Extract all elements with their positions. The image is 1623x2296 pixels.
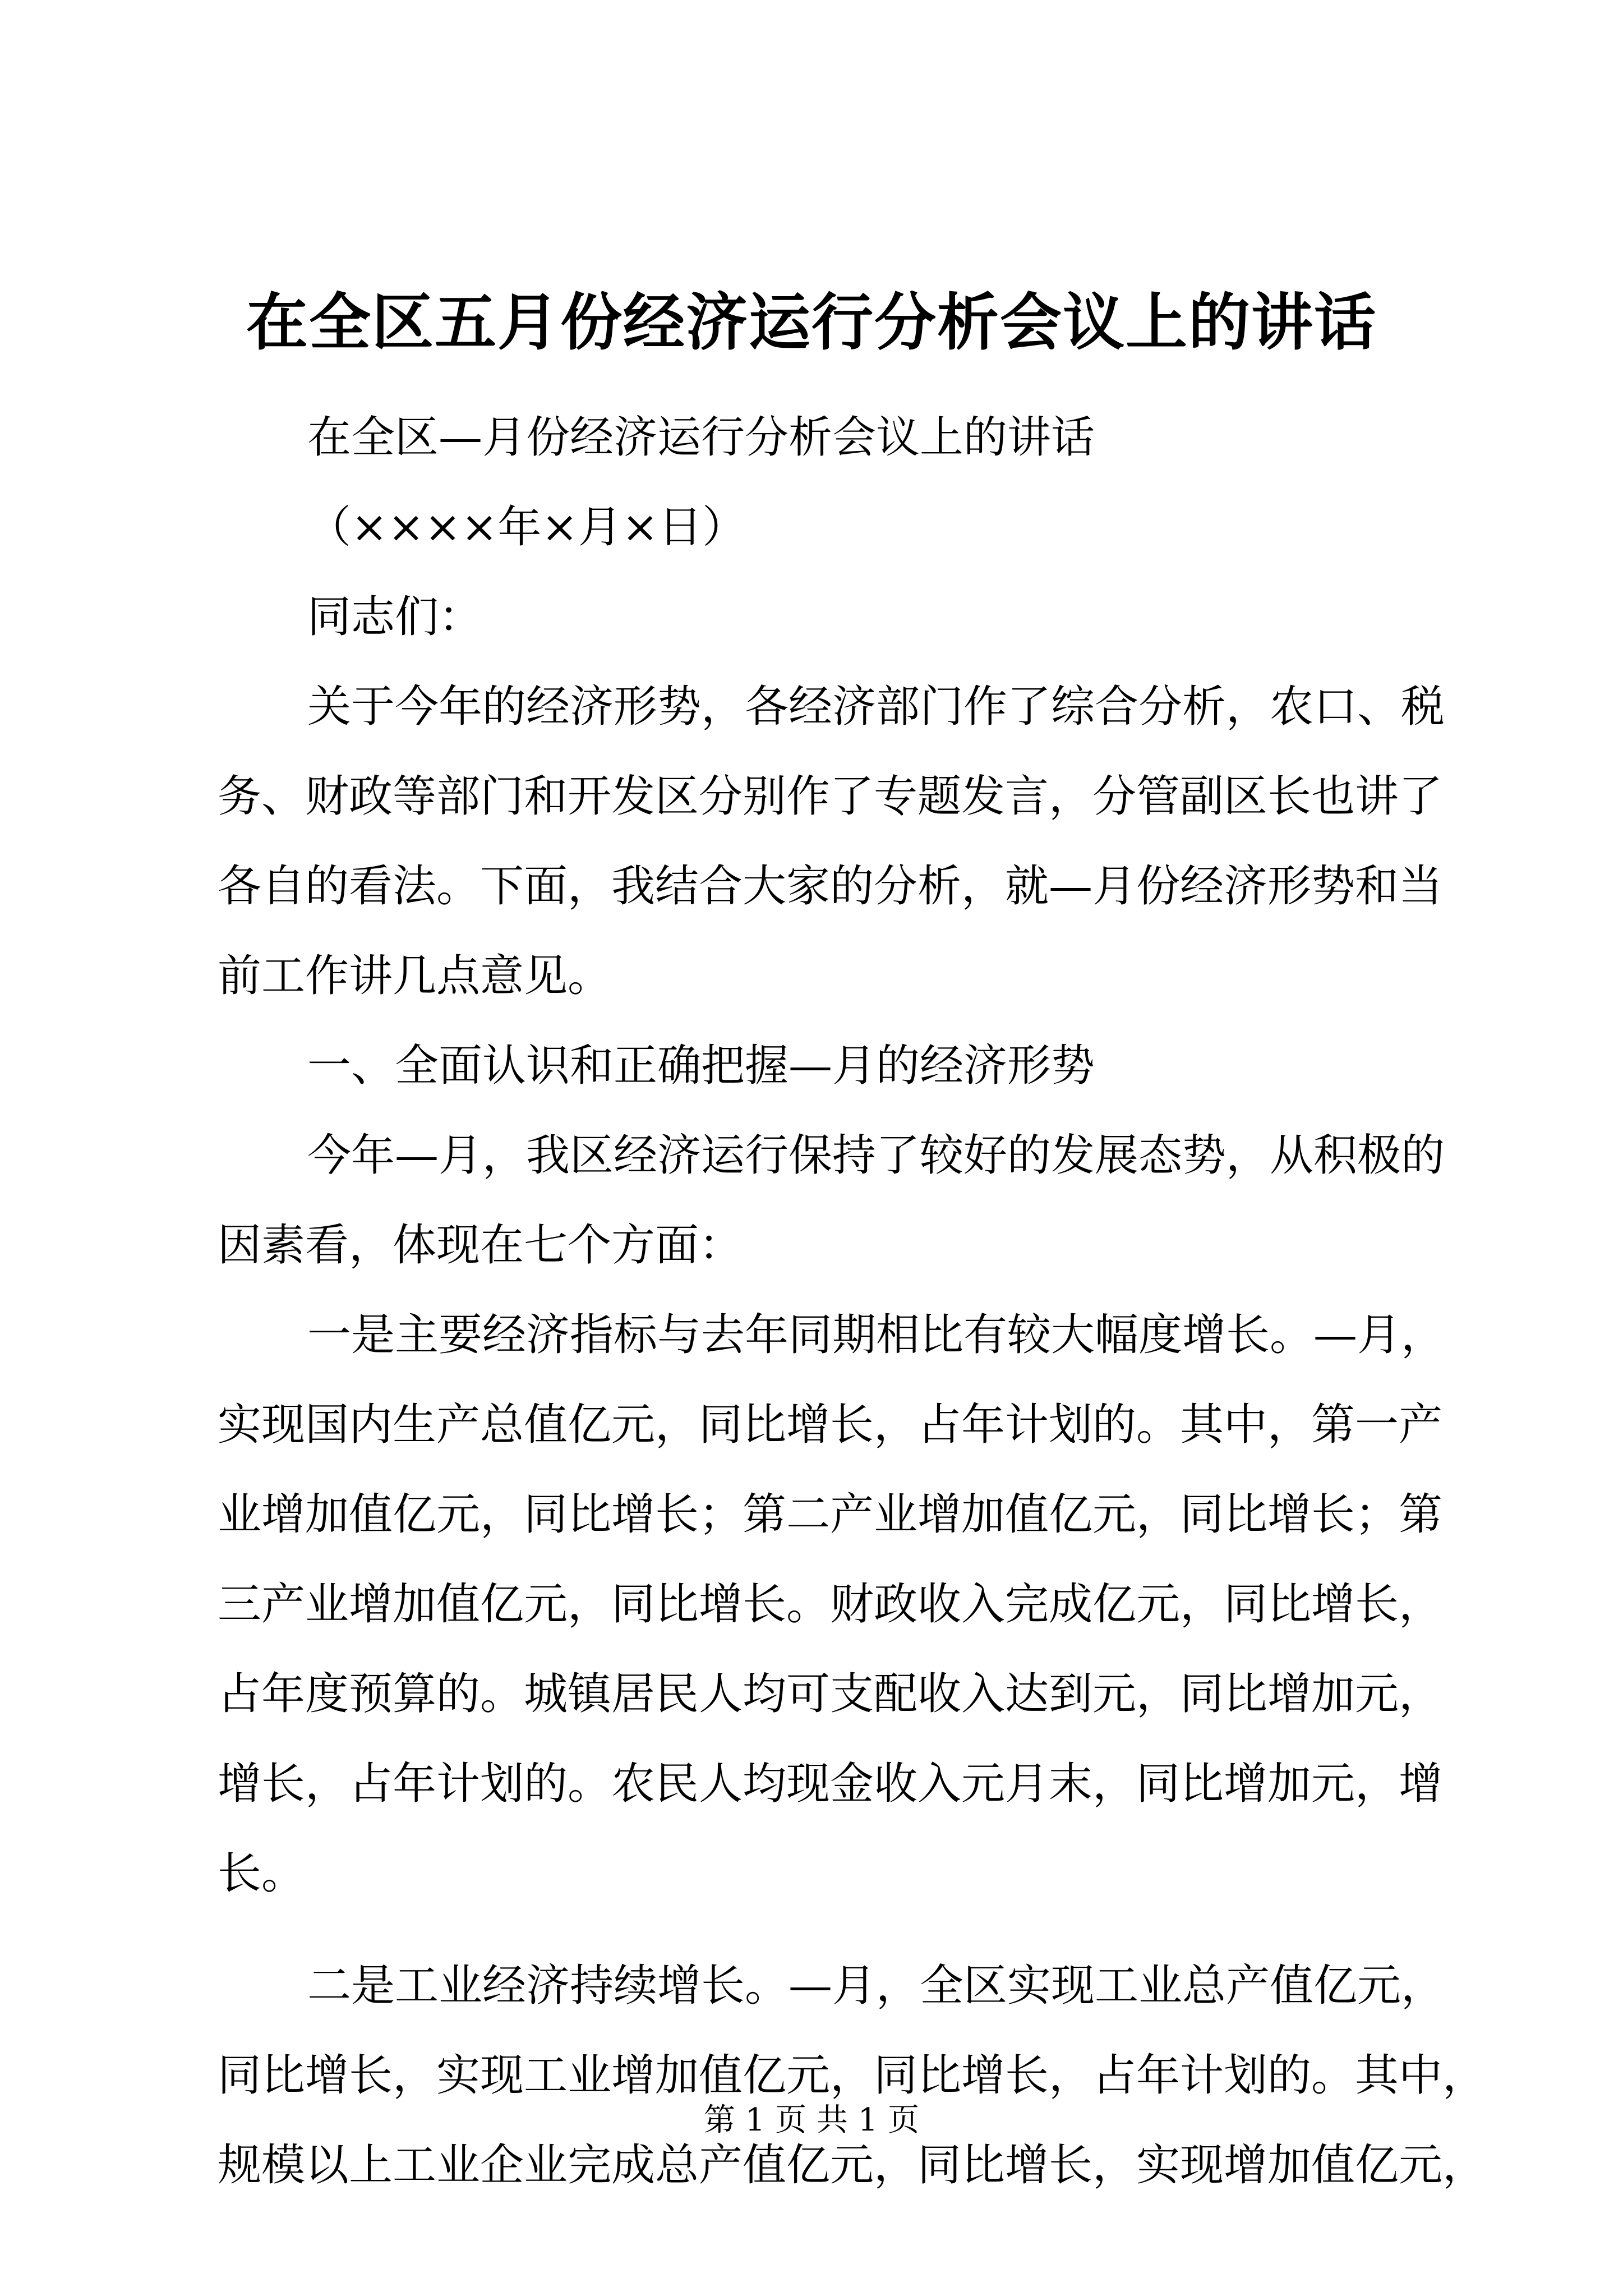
text-line: 一是主要经济指标与去年同期相比有较大幅度增长。—月， [307,1310,1445,1360]
text-line: 同比增长，实现工业增加值亿元，同比增长，占年计划的。其中， [218,2050,1487,2101]
document-title: 在全区五月份经济运行分析会议上的讲话 [246,286,1377,358]
text-line: 因素看，体现在七个方面： [218,1220,743,1271]
text-line: （××××年×月×日） [307,502,746,553]
text-line: 实现国内生产总值亿元，同比增长，占年计划的。其中，第一产 [218,1400,1443,1450]
text-line: 一、全面认识和正确把握—月的经济形势 [307,1041,1095,1091]
text-line: 二是工业经济持续增长。—月，全区实现工业总产值亿元， [307,1961,1445,2011]
text-line: 务、财政等部门和开发区分别作了专题发言，分管副区长也讲了 [218,771,1443,822]
text-line: 今年—月，我区经济运行保持了较好的发展态势，从积极的 [307,1130,1445,1181]
text-line: 占年度预算的。城镇居民人均可支配收入达到元，同比增加元， [218,1669,1443,1719]
text-line: 规模以上工业企业完成总产值亿元，同比增长，实现增加值亿元， [218,2140,1487,2191]
text-line: 前工作讲几点意见。 [218,951,612,1001]
page-footer: 第 1 页 共 1 页 [703,2102,920,2138]
text-line: 业增加值亿元，同比增长；第二产业增加值亿元，同比增长；第 [218,1489,1443,1540]
document-body [218,393,1487,2210]
text-line: 同志们： [307,592,483,642]
text-line: 在全区—月份经济运行分析会议上的讲话 [307,412,1095,463]
text-line: 增长，占年计划的。农民人均现金收入元月末，同比增加元，增 [218,1759,1443,1809]
text-line: 关于今年的经济形势，各经济部门作了综合分析，农口、税 [307,682,1445,732]
text-line: 长。 [218,1848,306,1899]
text-line: 各自的看法。下面，我结合大家的分析，就—月份经济形势和当 [218,861,1443,912]
text-line: 三产业增加值亿元，同比增长。财政收入完成亿元，同比增长， [218,1579,1443,1630]
